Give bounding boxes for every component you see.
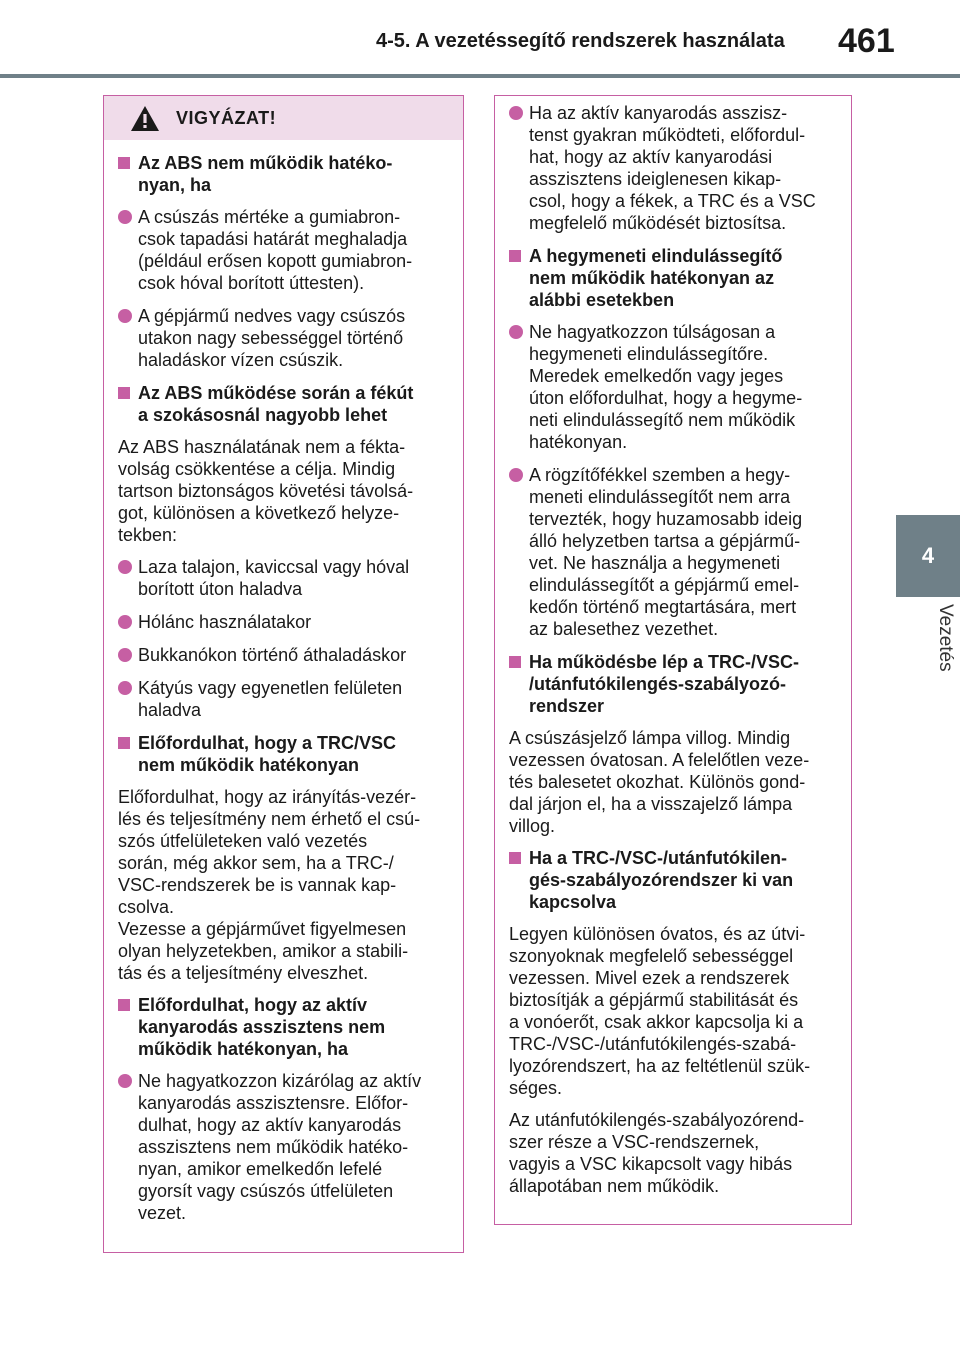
list-item: Kátyús vagy egyenetlen felületen haladva xyxy=(118,677,449,721)
dot-bullet-icon xyxy=(509,468,523,482)
dot-bullet-icon xyxy=(118,615,132,629)
paragraph: A csúszásjelző lámpa villog. Mindig vezessen óvatosan. A felelőtlen veze- tés balesetet okozhat. Különös gond- dal járjon el, ha a visszajelző lámpa villog. xyxy=(509,728,810,836)
square-bullet-icon xyxy=(509,250,521,262)
list-item: Ne hagyatkozzon túlságosan a hegymeneti elindulássegítőre. Meredek emelkedőn vagy jeges úton előfordulhat, hogy a hegyme- neti elindulássegítő nem működik hatékonyan. xyxy=(509,321,837,453)
dot-bullet-icon xyxy=(509,325,523,339)
header-rule xyxy=(0,74,960,78)
continued-warning-box xyxy=(494,95,852,1225)
paragraph: Az utánfutókilengés-szabályozórend- szer része a VSC-rendszernek, vagyis a VSC kikapcsolt vagy hibás állapotában nem működik. xyxy=(509,1110,805,1196)
subheading: A hegymeneti elindulássegítő nem működik hatékonyan az alábbi esetekben xyxy=(509,245,837,311)
list-item: Ne hagyatkozzon kizárólag az aktív kanyarodás asszisztensre. Előfor- dulhat, hogy az aktív kanyarodás asszisztens nem működik hatéko- nyan, amikor emelkedőn lefelé gyorsít vagy csúszós útfelületen vezet. xyxy=(118,1070,449,1224)
list-item: Ha az aktív kanyarodás asszisz- tenst gyakran működteti, előfordul- hat, hogy az aktív kanyarodási asszisztens ideiglenesen kikap- csol, hogy a fékek, a TRC és a VSC megfelelő működését biztosítsa. xyxy=(509,102,837,234)
warning-box xyxy=(103,95,464,1253)
subheading: Az ABS működése során a fékút a szokásosnál nagyobb lehet xyxy=(118,382,449,426)
warning-triangle-icon xyxy=(130,105,160,132)
subheading: Ha működésbe lép a TRC-/VSC- /utánfutókilengés-szabályozó- rendszer xyxy=(509,651,837,717)
square-bullet-icon xyxy=(118,157,130,169)
dot-bullet-icon xyxy=(509,106,523,120)
list-item: A rögzítőfékkel szemben a hegy- meneti elindulássegítőt nem arra tervezték, hogy huzamosabb ideig álló helyzetben tartsa a gépjármű- vet. Ne használja a hegymeneti elindulássegítőt a gépjármű emel- kedőn történő megtartására, mert az balesethez vezethet. xyxy=(509,464,837,640)
list-item: Laza talajon, kaviccsal vagy hóval borított úton haladva xyxy=(118,556,449,600)
subheading: Az ABS nem működik hatéko- nyan, ha xyxy=(118,152,449,196)
dot-bullet-icon xyxy=(118,560,132,574)
paragraph: Legyen különösen óvatos, és az útvi- szonyoknak megfelelő sebességgel vezessen. Mivel ezek a rendszerek biztosítják a gépjármű stabilitását és a vonóerőt, csak akkor kapcsolja ki a TRC-/VSC-/utánfutókilengés-szabá- lyozórendszert, ha az feltétlenül szük- séges. xyxy=(509,924,811,1098)
list-item: A gépjármű nedves vagy csúszós utakon nagy sebességgel történő haladáskor vízen csúszik. xyxy=(118,305,449,371)
paragraph: Az ABS használatának nem a fékta- volság csökkentése a célja. Mindig tartson biztonságos követési távolsá- got, különösen a következő helyze- tekben: xyxy=(118,437,414,545)
paragraph: Előfordulhat, hogy az irányítás-vezér- lés és teljesítmény nem érhető el csú- szós útfelületeken való vezetés során, még akkor sem, ha a TRC-/ VSC-rendszerek be is vannak kap- csolva. Vezesse a gépjárművet figyelmesen olyan helyzetekben, amikor a stabili- tás és a teljesítmény elveszhet. xyxy=(118,787,421,983)
subheading: Előfordulhat, hogy a TRC/VSC nem működik hatékonyan xyxy=(118,732,449,776)
chapter-tab[interactable]: 4 xyxy=(896,515,960,597)
list-item: Bukkanókon történő áthaladáskor xyxy=(118,644,449,666)
square-bullet-icon xyxy=(509,852,521,864)
dot-bullet-icon xyxy=(118,648,132,662)
subheading: Ha a TRC-/VSC-/utánfutókilen- gés-szabályozórendszer ki van kapcsolva xyxy=(509,847,837,913)
dot-bullet-icon xyxy=(118,210,132,224)
subheading: Előfordulhat, hogy az aktív kanyarodás asszisztens nem működik hatékonyan, ha xyxy=(118,994,449,1060)
dot-bullet-icon xyxy=(118,1074,132,1088)
warning-header xyxy=(104,96,463,140)
square-bullet-icon xyxy=(118,737,130,749)
dot-bullet-icon xyxy=(118,309,132,323)
warning-title: VIGYÁZAT! xyxy=(176,108,277,128)
section-title: 4-5. A vezetéssegítő rendszerek használata xyxy=(376,30,785,52)
list-item: A csúszás mértéke a gumiabron- csok tapadási határát meghaladja (például erősen kopott gumiabron- csok hóval borított úttesten). xyxy=(118,206,449,294)
dot-bullet-icon xyxy=(118,681,132,695)
page-number: 461 xyxy=(838,22,895,60)
square-bullet-icon xyxy=(509,656,521,668)
chapter-label: Vezetés xyxy=(935,604,956,672)
square-bullet-icon xyxy=(118,387,130,399)
list-item: Hólánc használatakor xyxy=(118,611,449,633)
square-bullet-icon xyxy=(118,999,130,1011)
